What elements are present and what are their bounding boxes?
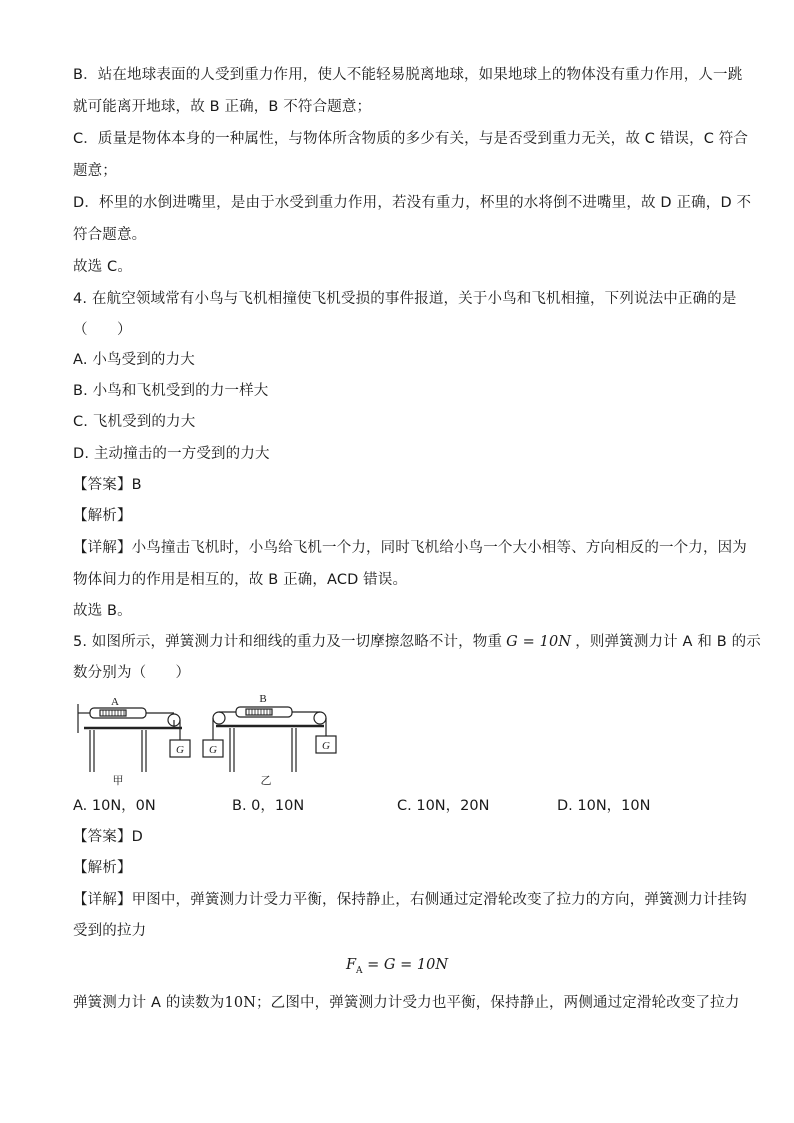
q5-answer-value: D	[131, 829, 143, 845]
q5-last-post: ；乙图中，弹簧测力计受力也平衡，保持静止，两侧通过定滑轮改变了拉力	[256, 995, 740, 1011]
q4-answer-value: B	[131, 477, 142, 493]
caption-right: 乙	[260, 775, 272, 787]
q5-stem-line1	[73, 632, 761, 652]
q4-answer-label: 【答案】	[73, 477, 132, 493]
analysis-line-b2: 就可能离开地球，故 B 正确，B 不符合题意；	[73, 99, 372, 115]
q5-stem-post: ，则弹簧测力计 A 和 B 的示	[575, 634, 761, 650]
q4-stem-line1: 4. 在航空领域常有小鸟与飞机相撞使飞机受损的事件报道，关于小鸟和飞机相撞，下列说法中正确的是	[73, 291, 737, 307]
analysis-line-d1: D．杯里的水倒进嘴里，是由于水受到重力作用，若没有重力，杯里的水将倒不进嘴里，故 D 正确，D 不	[73, 195, 752, 211]
q5-analysis-label: 【解析】	[73, 860, 132, 876]
q5-formula	[0, 955, 794, 981]
q5-option-d: D. 10N，10N	[557, 798, 651, 814]
q5-last-line	[73, 993, 739, 1013]
analysis-line-c1: C．质量是物体本身的一种属性，与物体所含物质的多少有关，与是否受到重力无关，故 C 错误，C 符合	[73, 131, 749, 147]
q5-option-b: B. 0，10N	[232, 798, 305, 814]
weight-label-right-a: G	[209, 744, 217, 756]
q4-detail-text1: 小鸟撞击飞机时，小鸟给飞机一个力，同时飞机给小鸟一个大小相等、方向相反的一个力，因为	[131, 540, 747, 556]
q5-last-pre: 弹簧测力计 A 的读数为	[73, 995, 225, 1011]
q4-option-c: C. 飞机受到的力大	[73, 414, 196, 430]
q4-option-b: B. 小鸟和飞机受到的力一样大	[73, 383, 269, 399]
pulley-right-a	[213, 712, 225, 724]
q5-answer	[73, 827, 143, 847]
q4-option-a: A. 小鸟受到的力大	[73, 352, 195, 368]
q5-stem-pre: 5. 如图所示，弹簧测力计和细线的重力及一切摩擦忽略不计，物重	[73, 634, 503, 650]
q5-answer-label: 【答案】	[73, 829, 132, 845]
label-a: A	[111, 696, 119, 708]
q5-detail-label: 【详解】	[73, 892, 132, 908]
q5-stem-line2: 数分别为（ ）	[73, 665, 191, 681]
formula-sub: A	[356, 965, 363, 976]
weight-label-left: G	[176, 744, 184, 756]
q5-detail-line1	[73, 890, 747, 910]
q5-stem-math: G = 10N	[506, 634, 572, 650]
q4-choose: 故选 B。	[73, 603, 132, 619]
q5-option-c: C. 10N，20N	[397, 798, 490, 814]
q5-detail-line2: 受到的拉力	[73, 923, 147, 939]
q4-detail-line2: 物体间力的作用是相互的，故 B 正确，ACD 错误。	[73, 572, 408, 588]
q4-detail-line1	[73, 538, 747, 558]
analysis-line-d2: 符合题意。	[73, 227, 147, 243]
q4-stem-line2: （ ）	[73, 322, 132, 338]
q4-detail-label: 【详解】	[73, 540, 132, 556]
analysis-line-b1: B．站在地球表面的人受到重力作用，使人不能轻易脱离地球，如果地球上的物体没有重力作用，人一跳	[73, 67, 743, 83]
choose-line-q3: 故选 C。	[73, 259, 132, 275]
formula-f: F	[345, 957, 357, 973]
q4-answer	[73, 475, 142, 495]
caption-left: 甲	[112, 775, 124, 787]
label-b: B	[259, 693, 267, 705]
q5-detail-text1: 甲图中，弹簧测力计受力平衡，保持静止，右侧通过定滑轮改变了拉力的方向，弹簧测力计挂钩	[131, 892, 747, 908]
q4-analysis-label: 【解析】	[73, 508, 132, 524]
q4-option-d: D. 主动撞击的一方受到的力大	[73, 446, 270, 462]
weight-label-right-b: G	[322, 740, 330, 752]
q5-option-a: A. 10N，0N	[73, 798, 156, 814]
pulley-right-b	[314, 712, 326, 724]
q5-figure	[70, 688, 350, 788]
formula-rest: = G = 10N	[362, 957, 449, 973]
analysis-line-c2: 题意；	[73, 163, 117, 179]
q5-last-math: 10N	[224, 995, 257, 1011]
